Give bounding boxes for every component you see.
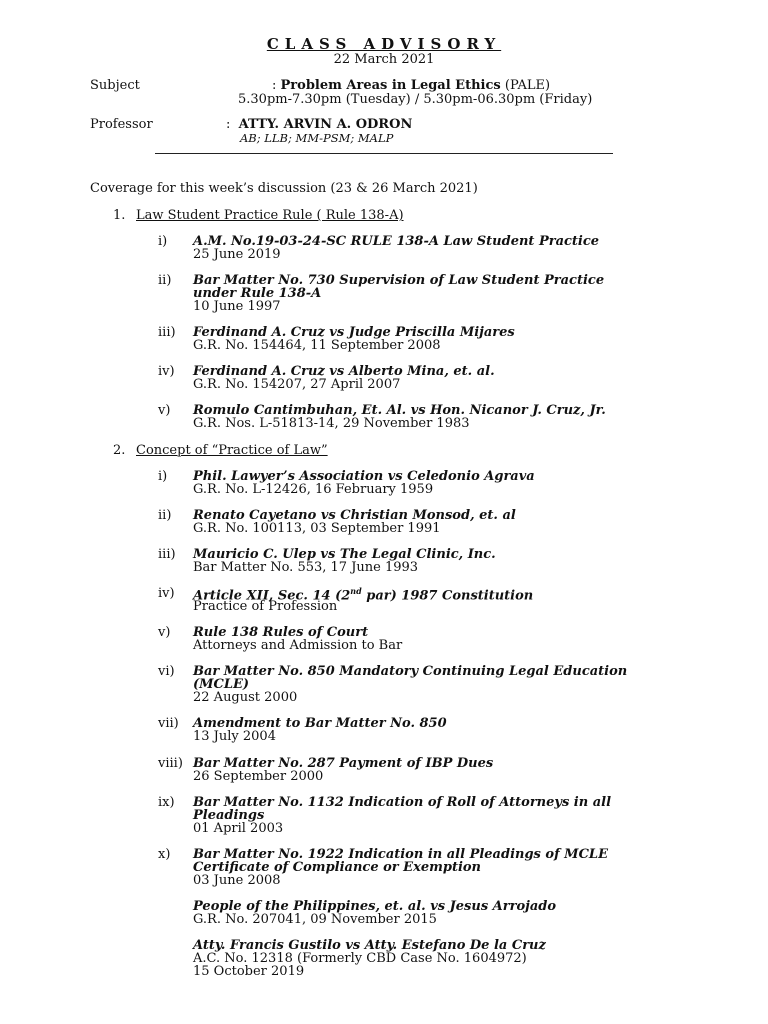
professor-colon: : [226,117,231,132]
coverage-text: Coverage for this week’s discussion (23 & 26 March 2021) [90,181,478,196]
item-subtitle: Practice of Profession [193,599,338,614]
item-title: Bar Matter No. 850 Mandatory Continuing Legal Education [193,664,628,679]
item-number: iii) [158,547,176,562]
item-subtitle: G.R. No. 100113, 03 September 1991 [193,521,441,536]
advisory-date: 22 March 2021 [333,52,435,67]
item-number: iv) [158,586,175,601]
item-title: Mauricio C. Ulep vs The Legal Clinic, Inc. [193,547,496,562]
section-2-number: 2. [113,443,126,458]
item-title: Bar Matter No. 730 Supervision of Law Student Practice [193,273,605,288]
item-title: People of the Philippines, et. al. vs Jesus Arrojado [193,899,557,914]
item-number: iii) [158,325,176,340]
item-number: x) [158,847,171,862]
class-schedule: 5.30pm-7.30pm (Tuesday) / 5.30pm-06.30pm (Friday) [238,92,593,107]
professor-name: ATTY. ARVIN A. ODRON [238,117,413,132]
subject-abbrev: (PALE) [504,78,551,93]
item-subtitle: 13 July 2004 [193,729,276,744]
item-subtitle: A.C. No. 12318 (Formerly CBD Case No. 1604972) [193,951,527,966]
item-title: Ferdinand A. Cruz vs Alberto Mina, et. al. [193,364,495,379]
item-subtitle: 25 June 2019 [193,247,281,262]
item-subtitle: G.R. No. 207041, 09 November 2015 [193,912,437,927]
item-title: Atty. Francis Gustilo vs Atty. Estefano De la Cruz [193,938,546,953]
item-subtitle: 03 June 2008 [193,873,281,888]
subject-line [272,78,550,93]
item-title: Rule 138 Rules of Court [193,625,369,640]
item-number: viii) [158,756,183,771]
subject-colon: : [272,78,277,93]
subject-label: Subject [90,78,140,93]
item-title-cont: Pleadings [193,808,265,823]
item-number: ii) [158,273,172,288]
item-subtitle: 01 April 2003 [193,821,284,836]
document-title: CLASS ADVISORY [266,35,502,53]
item-number: v) [158,625,171,640]
item-title: Ferdinand A. Cruz vs Judge Priscilla Mijares [193,325,515,340]
item-title: Phil. Lawyer’s Association vs Celedonio Agrava [193,469,535,484]
item-title: Amendment to Bar Matter No. 850 [193,716,447,731]
item-number: ix) [158,795,175,810]
item-number: i) [158,234,168,249]
item-number: vii) [158,716,179,731]
item-subtitle: G.R. No. 154464, 11 September 2008 [193,338,441,353]
professor-line [226,117,412,132]
item-title: Bar Matter No. 1922 Indication in all Pleadings of MCLE [193,847,608,862]
item-subtitle: G.R. No. 154207, 27 April 2007 [193,377,401,392]
item-subtitle: Bar Matter No. 553, 17 June 1993 [193,560,419,575]
item-subtitle: G.R. Nos. L-51813-14, 29 November 1983 [193,416,470,431]
item-title: A.M. No.19-03-24-SC RULE 138-A Law Student Practice [193,234,600,249]
item-number: i) [158,469,168,484]
item-title: Bar Matter No. 287 Payment of IBP Dues [193,756,494,771]
item-subtitle-2: 15 October 2019 [193,964,305,979]
section-2-heading: Concept of “Practice of Law” [136,443,328,458]
item-title: Article XII, Sec. 14 (2nd par) 1987 Constitution [193,586,534,604]
item-subtitle: 22 August 2000 [193,690,298,705]
item-number: iv) [158,364,175,379]
item-subtitle: 26 September 2000 [193,769,324,784]
item-title-cont: under Rule 138-A [193,286,322,301]
item-number: v) [158,403,171,418]
section-1-heading: Law Student Practice Rule ( Rule 138-A) [136,208,404,223]
item-title-cont: (MCLE) [193,677,250,692]
item-subtitle: G.R. No. L-12426, 16 February 1959 [193,482,434,497]
item-subtitle: 10 June 1997 [193,299,281,314]
item-title: Bar Matter No. 1132 Indication of Roll of Attorneys in all [193,795,612,810]
section-1-number: 1. [113,208,126,223]
header-divider [155,153,613,154]
item-number: ii) [158,508,172,523]
subject-title: Problem Areas in Legal Ethics [280,78,501,93]
item-title-cont: Certificate of Compliance or Exemption [193,860,482,875]
item-number: vi) [158,664,175,679]
item-title: Renato Cayetano vs Christian Monsod, et. al [193,508,516,523]
professor-credentials: AB; LLB; MM-PSM; MALP [240,131,394,145]
item-subtitle: Attorneys and Admission to Bar [193,638,403,653]
item-title: Romulo Cantimbuhan, Et. Al. vs Hon. Nicanor J. Cruz, Jr. [193,403,606,418]
professor-label: Professor [90,117,153,132]
